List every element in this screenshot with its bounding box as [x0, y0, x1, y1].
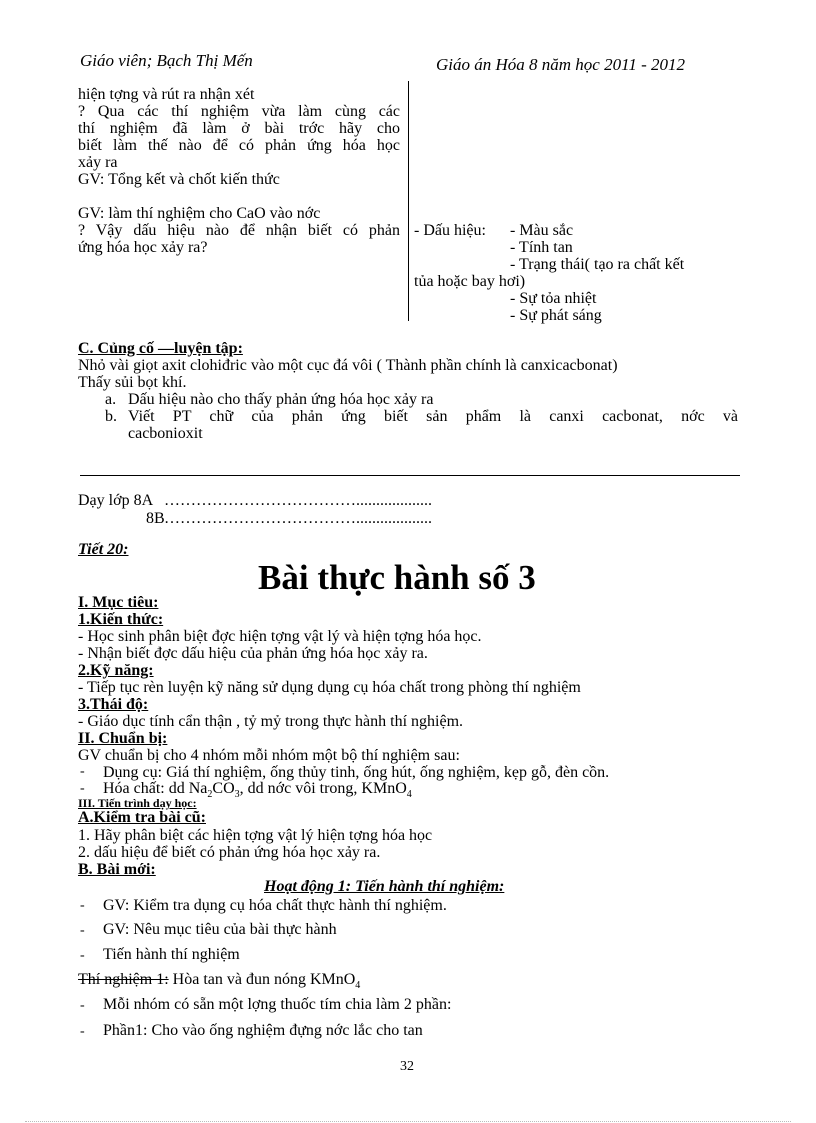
experiment-step: Phần1: Cho vào ống nghiệm đựng nớc lắc cho tan [103, 1022, 423, 1039]
bullet-dash-icon: - [80, 898, 85, 913]
signs-label: - Dấu hiệu: [414, 222, 486, 239]
header-teacher: Giáo viên; Bạch Thị Mến [80, 51, 253, 70]
lesson-title: Bài thực hành số 3 [258, 558, 536, 597]
list-marker: b. [105, 408, 117, 425]
new-lesson-heading: B. Bài mới: [78, 861, 156, 878]
bullet-dash-icon: - [80, 998, 85, 1013]
consolidation-line: Nhỏ vài giọt axit clohiđric vào một cục đá vôi ( Thành phần chính là canxicacbonat) [78, 357, 618, 374]
bullet-dash-icon: - [80, 781, 85, 796]
preparation-chemicals: Hóa chất: dd $Na_2CO_3$, dd nớc vôi trong, KMnO$_4$ [103, 780, 412, 801]
bullet-dash-icon: - [80, 923, 85, 938]
activity-bullet: GV: Kiểm tra dụng cụ hóa chất thực hành thí nghiệm. [103, 897, 447, 914]
table-left-line: hiện tợng và rút ra nhận xét [78, 86, 255, 103]
table-divider [408, 81, 409, 321]
activity-bullet: GV: Nêu mục tiêu của bài thực hành [103, 921, 337, 938]
table-left-line: ứng hóa học xảy ra? [78, 239, 208, 256]
teach-dots-a: ………………………………................... [164, 492, 432, 509]
process-heading: III. Tiến trình dạy học: [78, 796, 197, 810]
sign-item: - Sự tỏa nhiệt [510, 290, 597, 307]
table-left-line: GV: làm thí nghiệm cho CaO vào nớc [78, 205, 321, 222]
teach-class-b: 8B [146, 510, 165, 527]
attitude-line: - Giáo dục tính cẩn thận , tỷ mỷ trong thực hành thí nghiệm. [78, 713, 464, 730]
skill-heading: 2.Kỹ năng: [78, 662, 154, 679]
sign-item: - Sự phát sáng [510, 307, 602, 324]
table-left-line: thí nghiệm đã làm ở bài trớc hãy cho [78, 120, 400, 137]
sign-item: - Màu sắc [510, 222, 574, 239]
sign-item: - Tính tan [510, 239, 573, 256]
objectives-heading: I. Mục tiêu: [78, 594, 159, 611]
attitude-heading: 3.Thái độ: [78, 696, 149, 713]
page-number: 32 [400, 1059, 414, 1074]
bullet-dash-icon: - [80, 948, 85, 963]
check-heading: A.Kiểm tra bài cũ: [78, 809, 206, 826]
separator-line [80, 475, 740, 476]
list-marker: a. [105, 391, 117, 408]
activity-heading: Hoạt động 1: Tiến hành thí nghiệm: [264, 878, 505, 895]
header-plan: Giáo án Hóa 8 năm học 2011 - 2012 [436, 55, 685, 74]
sign-item: tủa hoặc bay hơi) [414, 273, 526, 290]
consolidation-heading: C. Củng cố —luyện tập: [78, 340, 243, 357]
knowledge-heading: 1.Kiến thức: [78, 611, 164, 628]
sign-item: - Trạng thái( tạo ra chất kết [510, 256, 685, 273]
teach-label: Dạy lớp 8A [78, 492, 154, 509]
knowledge-line: - Nhận biết đợc dấu hiệu của phản ứng hóa học xảy ra. [78, 645, 428, 662]
table-left-line: biết làm thế nào để có phản ứng hóa học [78, 137, 400, 154]
consolidation-line: Thấy sủi bọt khí. [78, 374, 187, 391]
list-item: Viết PT chữ của phản ứng biết sản phẩm là canxi cacbonat, nớc và [128, 408, 738, 425]
knowledge-line: - Học sinh phân biệt đợc hiện tợng vật lý và hiện tợng hóa học. [78, 628, 482, 645]
bullet-dash-icon: - [80, 764, 85, 779]
experiment-step: Mỗi nhóm có sẵn một lợng thuốc tím chia làm 2 phần: [103, 996, 452, 1013]
teach-dots-b: ………………………………................... [164, 510, 432, 527]
table-left-line: GV: Tổng kết và chốt kiến thức [78, 171, 280, 188]
list-item-cont: cacbonioxit [128, 425, 203, 442]
check-line: 1. Hãy phân biệt các hiện tợng vật lý hiện tợng hóa học [78, 827, 433, 844]
bullet-dash-icon: - [80, 1024, 85, 1039]
page-bottom-border [25, 1121, 791, 1122]
skill-line: - Tiếp tục rèn luyện kỹ năng sử dụng dụng cụ hóa chất trong phòng thí nghiệm [78, 679, 581, 696]
table-left-line: ? Vậy dấu hiệu nào để nhận biết có phản [78, 222, 400, 239]
list-item: Dấu hiệu nào cho thấy phản ứng hóa học xảy ra [128, 391, 434, 408]
preparation-intro: GV chuẩn bị cho 4 nhóm mỗi nhóm một bộ thí nghiệm sau: [78, 747, 460, 764]
preparation-heading: II. Chuẩn bị: [78, 730, 168, 747]
preparation-tools: Dụng cụ: Giá thí nghiệm, ống thủy tinh, ống hút, ống nghiệm, kẹp gỗ, đèn cồn. [103, 764, 610, 781]
experiment-1: Thí nghiệm 1: Hòa tan và đun nóng KMnO$_4$ [78, 971, 361, 992]
activity-bullet: Tiến hành thí nghiệm [103, 946, 240, 963]
table-left-line: xảy ra [78, 154, 118, 171]
table-left-line: ? Qua các thí nghiệm vừa làm cùng các [78, 103, 400, 120]
check-line: 2. dấu hiệu để biết có phản ứng hóa học xảy ra. [78, 844, 381, 861]
lesson-period: Tiết 20: [78, 541, 129, 558]
